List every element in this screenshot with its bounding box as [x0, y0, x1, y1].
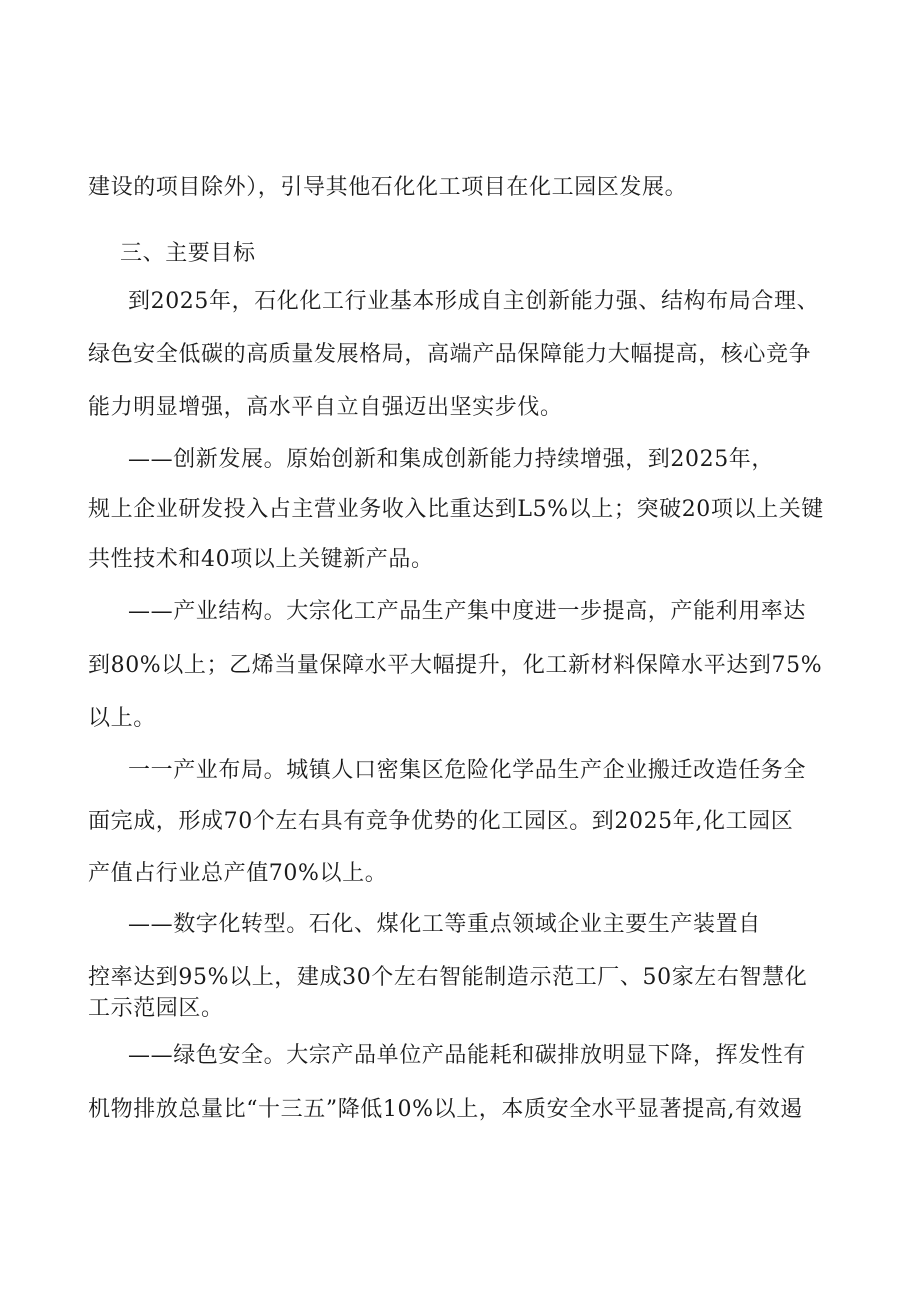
paragraph-line: 到80%以上；乙烯当量保障水平大幅提升，化工新材料保障水平达到75% — [88, 653, 823, 678]
paragraph-line: 控率达到95%以上，建成30个左右智能制造示范工厂、50家左右智慧化 — [88, 965, 808, 990]
paragraph-line: 建设的项目除外），引导其他石化化工项目在化工园区发展。 — [88, 175, 688, 200]
paragraph-line: 一一产业布局。城镇人口密集区危险化学品生产企业搬迁改造任务全 — [128, 758, 807, 783]
paragraph-line: 能力明显增强，高水平自立自强迈出坚实步伐。 — [88, 395, 563, 420]
paragraph-line: 规上企业研发投入占主营业务收入比重达到L5%以上；突破20项以上关键 — [88, 497, 824, 522]
section-heading: 三、主要目标 — [120, 241, 256, 266]
paragraph-line: ——创新发展。原始创新和集成创新能力持续增强，到2025年， — [128, 447, 774, 472]
paragraph-line: 面完成，形成70个左右具有竞争优势的化工园区。到2025年,化工园区 — [88, 809, 794, 834]
paragraph-line: 绿色安全低碳的高质量发展格局，高端产品保障能力大幅提高，核心竞争 — [88, 342, 812, 367]
paragraph-line: 机物排放总量比“十三五”降低10%以上，本质安全水平显著提高,有效遏 — [88, 1097, 803, 1122]
paragraph-line: 共性技术和40项以上关键新产品。 — [88, 547, 434, 572]
paragraph-line: 产值占行业总产值70%以上。 — [88, 861, 388, 886]
paragraph-line: ——数字化转型。石化、煤化工等重点领域企业主要生产装置自 — [128, 912, 761, 937]
paragraph-line: ——产业结构。大宗化工产品生产集中度进一步提高，产能利用率达 — [128, 599, 807, 624]
paragraph-line: ——绿色安全。大宗产品单位产品能耗和碳排放明显下降，挥发性有 — [128, 1043, 807, 1068]
paragraph-line: 工示范园区。 — [88, 996, 224, 1021]
paragraph-line: 以上。 — [88, 706, 156, 731]
paragraph-line: 到2025年，石化化工行业基本形成自主创新能力强、结构布局合理、 — [128, 289, 820, 314]
